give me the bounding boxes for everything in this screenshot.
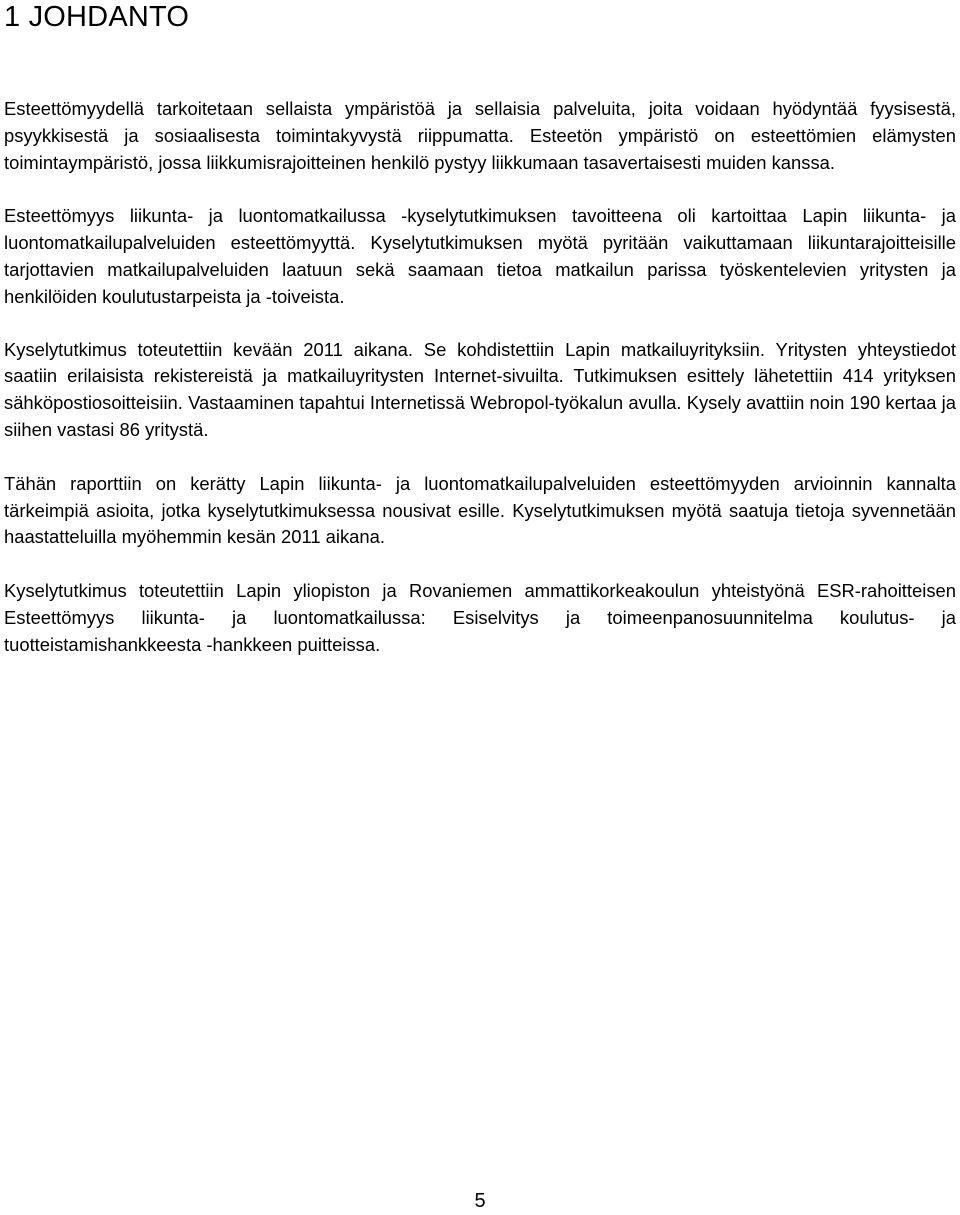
chapter-heading: 1 JOHDANTO [4, 1, 190, 33]
paragraph-survey-goal: Esteettömyys liikunta- ja luontomatkailussa -kyselytutkimuksen tavoitteena oli kartoittaa Lapin liikunta- ja luontomatkailupalveluiden esteettömyyttä. Kyselytutkimuksen myötä pyritään vaikuttamaan liikuntarajoitteisille tarjottavien matkailupalveluiden laatuun sekä saamaan tietoa matkailun parissa työskentelevien yritysten ja henkilöiden koulutustarpeista ja -toiveista. [4, 205, 956, 307]
paragraph-introduction: Esteettömyydellä tarkoitetaan sellaista ympäristöä ja sellaisia palveluita, joita voidaan hyödyntää fyysisestä, psyykkisestä ja sosiaalisesta toimintakyvystä riippumatta. Esteetön ympäristö on esteettömien elämysten toimintaympäristö, jossa liikkumisrajoitteinen henkilö pystyy liikkumaan tasavertaisesti muiden kanssa. [4, 98, 956, 173]
body-text [4, 96, 956, 659]
paragraph-survey-method: Kyselytutkimus toteutettiin kevään 2011 aikana. Se kohdistettiin Lapin matkailuyrityksiin. Yritysten yhteystiedot saatiin erilaisista rekistereistä ja matkailuyritysten Internet-sivuilta. Tutkimuksen esittely lähetettiin 414 yrityksen sähköpostiosoitteisiin. Vastaaminen tapahtui Internetissä Webropol-työkalun avulla. Kysely avattiin noin 190 kertaa ja siihen vastasi 86 yritystä. [4, 338, 956, 440]
paragraph-report-content: Tähän raporttiin on kerätty Lapin liikunta- ja luontomatkailupalveluiden esteettömyyden arvioinnin kannalta tärkeimpiä asioita, jotka kyselytutkimuksessa nousivat esille. Kyselytutkimuksen myötä saatuja tietoja syvennetään haastatteluilla myöhemmin kesän 2011 aikana. [4, 472, 956, 548]
page-number: 5 [474, 1190, 486, 1212]
paragraph-project-context: Kyselytutkimus toteutettiin Lapin yliopiston ja Rovaniemen ammattikorkeakoulun yhteistyönä ESR-rahoitteisen Esteettömyys liikunta- ja luontomatkailussa: Esiselvitys ja toimeenpanosuunnitelma koulutus- ja tuotteistamishankkeesta -hankkeen puitteissa. [4, 580, 956, 655]
